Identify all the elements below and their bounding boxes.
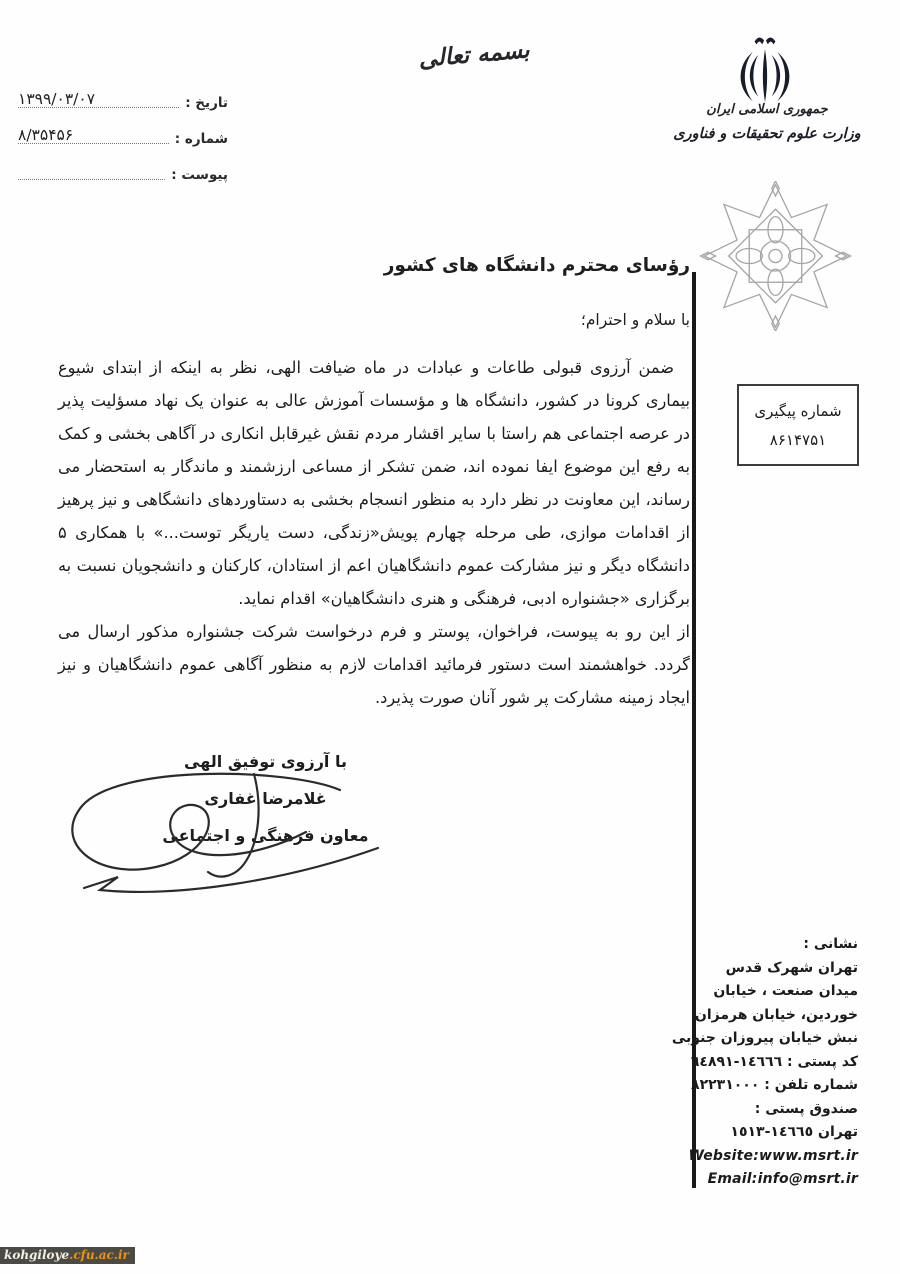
signer-name: غلامرضا غفاری bbox=[204, 789, 327, 808]
email-line: Email:info@msrt.ir bbox=[707, 1171, 858, 1187]
phone-label: شماره تلفن : bbox=[759, 1077, 858, 1093]
number-label: شماره : bbox=[174, 131, 228, 147]
tracking-number-box bbox=[737, 384, 859, 466]
number-value: ۸/۳۵۴۵۶ bbox=[18, 126, 74, 144]
iran-emblem-icon bbox=[727, 34, 803, 110]
footer-address-block bbox=[618, 933, 858, 1192]
address-label: نشانی : bbox=[803, 936, 858, 952]
address-line: خوردین، خیابان هرمزان bbox=[694, 1006, 858, 1023]
bismillah-calligraphy: بسمه تعالی bbox=[417, 37, 531, 73]
phone-value: ٨٢٢٣١٠٠٠ bbox=[691, 1077, 760, 1093]
watermark-domain: .cfu.ac.ir bbox=[69, 1248, 129, 1262]
salutation: با سلام و احترام؛ bbox=[580, 311, 690, 329]
attachment-label: پیوست : bbox=[171, 167, 228, 183]
attachment-field bbox=[18, 160, 228, 183]
letter-body bbox=[58, 351, 690, 714]
pobox-line bbox=[618, 1121, 858, 1145]
date-label: تاریخ : bbox=[185, 95, 228, 111]
handwritten-signature-icon bbox=[48, 760, 398, 904]
number-field bbox=[18, 124, 228, 147]
country-name: جمهوری اسلامی ایران bbox=[706, 102, 828, 117]
postal-code-label: کد پستی : bbox=[782, 1053, 858, 1070]
ornament-medallion-icon bbox=[698, 181, 853, 335]
watermark-site: kohgiloye bbox=[4, 1248, 70, 1262]
paragraph-2: از این رو به پیوست، فراخوان، پوستر و فرم درخواست شرکت جشنواره مذکور ارسال می گردد. خواهشمند است دستور فرمائید اقدامات لازم به منظور آگاهی عموم دانشگاهیان و نیز ایجاد زمینه مشارکت پر شور آنان صورت پذیرد. bbox=[58, 622, 690, 707]
postal-code-value: ١٤٦٦٦-٦٤٨٩١ bbox=[690, 1053, 783, 1070]
number-dotted-line bbox=[18, 123, 169, 144]
pobox-city: تهران bbox=[813, 1124, 858, 1140]
tracking-label: شماره پیگیری bbox=[754, 401, 842, 420]
date-value: ۱۳۹۹/۰۳/۰۷ bbox=[18, 90, 96, 108]
phone-line bbox=[618, 1074, 858, 1098]
signer-title: معاون فرهنگی و اجتماعی bbox=[162, 826, 369, 845]
postal-code-line bbox=[618, 1051, 858, 1075]
ministry-name: وزارت علوم تحقیقات و فناوری bbox=[673, 126, 861, 142]
attachment-dotted-line bbox=[18, 159, 165, 180]
header-fields bbox=[18, 88, 228, 196]
recipient-heading: رؤسای محترم دانشگاه های کشور bbox=[383, 255, 690, 276]
watermark-bar bbox=[0, 1247, 135, 1264]
website-line: Website:www.msrt.ir bbox=[688, 1147, 858, 1164]
address-line: میدان صنعت ، خیابان bbox=[713, 983, 858, 999]
closing-phrase: با آرزوی توفیق الهی bbox=[184, 752, 347, 771]
tracking-value: ۸۶۱۴۷۵۱ bbox=[769, 430, 827, 449]
address-line: نبش خیابان پیروزان جنوبی bbox=[671, 1030, 858, 1046]
date-field bbox=[18, 88, 228, 111]
pobox-label: صندوق پستی : bbox=[754, 1100, 858, 1117]
date-dotted-line bbox=[18, 87, 179, 108]
paragraph-1: ضمن آرزوی قبولی طاعات و عبادات در ماه ضیافت الهی، نظر به اینکه از ابتدای شیوع بیماری کرونا در کشور، دانشگاه ها و مؤسسات آموزش عالی به عنوان یک نهاد مسؤلیت پذیر در عرصه اجتماعی هم راستا با سایر اقشار مردم نقش غیرقابل انکاری در آگاهی بخشی و کمک به رفع این موضوع ایفا نموده اند، ضمن تشکر از مساعی ارزشمند و ماندگار به استحضار می رساند، این معاونت در نظر دارد به منظور انسجام بخشی به دستاوردهای دانشگاهی و نیز پرهیز از اقدامات موازی، طی مرحله چهارم پویش«زندگی، دست یاریگر توست...» با همکاری ۵ دانشگاه دیگر و نیز مشارکت عموم دانشگاهیان اعم از استادان، کارکنان و دانشجویان نسبت به برگزاری «جشنواره ادبی، فرهنگی و هنری دانشگاهیان» اقدام نماید. bbox=[58, 358, 690, 608]
address-line: تهران شهرک قدس bbox=[725, 959, 858, 976]
pobox-value: ١٤٦٦٥-١٥١٣ bbox=[730, 1124, 814, 1140]
